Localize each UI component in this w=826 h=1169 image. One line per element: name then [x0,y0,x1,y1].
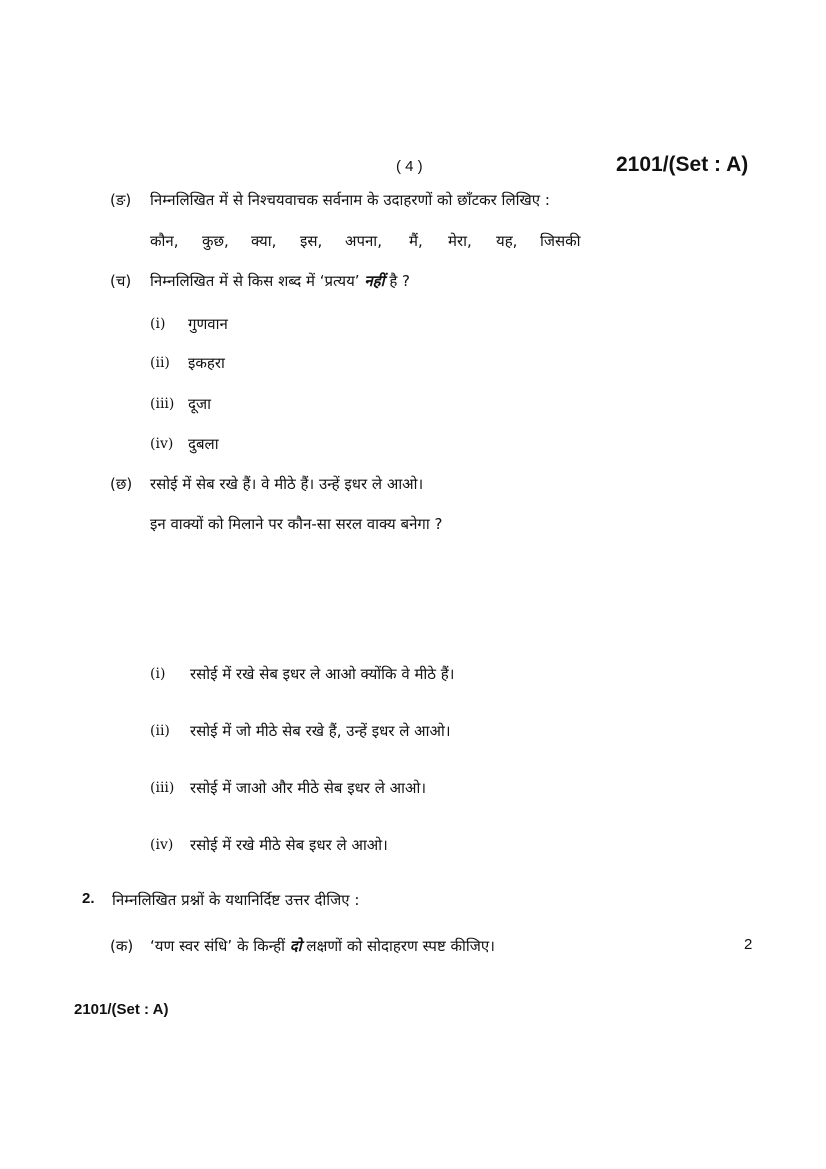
option-text: दूजा [188,395,211,413]
word-item: कौन, [150,232,179,250]
option-text: रसोई में जो मीठे सेब रखे हैं, उन्हें इधर ले आओ। [190,722,451,740]
question-text-2: निम्नलिखित प्रश्नों के यथानिर्दिष्ट उत्तर दीजिए : [112,891,360,909]
option-label: (iii) [150,396,175,412]
option-label: (iii) [150,780,175,796]
question-text-chha: रसोई में सेब रखे हैं। वे मीठे हैं। उन्हें इधर ले आओ। [150,475,424,493]
option-label: (i) [150,666,166,682]
option-text: रसोई में रखे सेब इधर ले आओ क्योंकि वे मीठे हैं। [190,665,455,683]
emphasis-word: नहीं [364,272,385,290]
question-subtext-chha: इन वाक्यों को मिलाने पर कौन-सा सरल वाक्य बनेगा ? [150,515,443,533]
question-number-2: 2. [82,890,95,907]
option-text: रसोई में रखे मीठे सेब इधर ले आओ। [190,836,388,854]
word-item: कुछ, [202,232,229,250]
question-text-nga: निम्नलिखित में से निश्चयवाचक सर्वनाम के उदाहरणों को छाँटकर लिखिए : [150,191,550,209]
word-item: मेरा, [448,232,472,250]
word-item: इस, [300,232,323,250]
question-label-cha: (च) [110,272,132,290]
emphasis-word: दो [289,937,302,955]
question-text-part: निम्नलिखित में से किस शब्द में ‘प्रत्यय’ [150,272,360,290]
question-text-cha [150,271,410,291]
question-label-chha: (छ) [110,475,133,493]
option-text: रसोई में जाओ और मीठे सेब इधर ले आओ। [190,779,427,797]
question-label-ka: (क) [110,937,134,955]
word-item: मैं, [409,232,423,250]
option-text: इकहरा [188,354,225,372]
option-text: दुबला [188,435,219,453]
question-text-part: है ? [389,272,411,290]
header-paper-code: 2101/(Set : A) [616,153,749,176]
word-item: अपना, [345,232,382,250]
question-text-part: ‘यण स्वर संधि’ के किन्हीं [150,937,285,955]
option-label: (ii) [150,355,170,371]
footer-paper-code: 2101/(Set : A) [74,1001,169,1018]
option-label: (iv) [150,837,174,853]
word-item: यह, [496,232,518,250]
page-number: ( 4 ) [396,158,423,175]
marks-value: 2 [744,936,753,953]
question-text-part: लक्षणों को सोदाहरण स्पष्ट कीजिए। [306,937,495,955]
question-text-ka [150,936,495,956]
word-item: जिसकी [540,232,581,250]
option-label: (ii) [150,723,170,739]
word-item: क्या, [251,232,277,250]
question-label-nga: (ङ) [110,191,132,209]
option-text: गुणवान [188,315,228,333]
option-label: (i) [150,316,166,332]
option-label: (iv) [150,436,174,452]
